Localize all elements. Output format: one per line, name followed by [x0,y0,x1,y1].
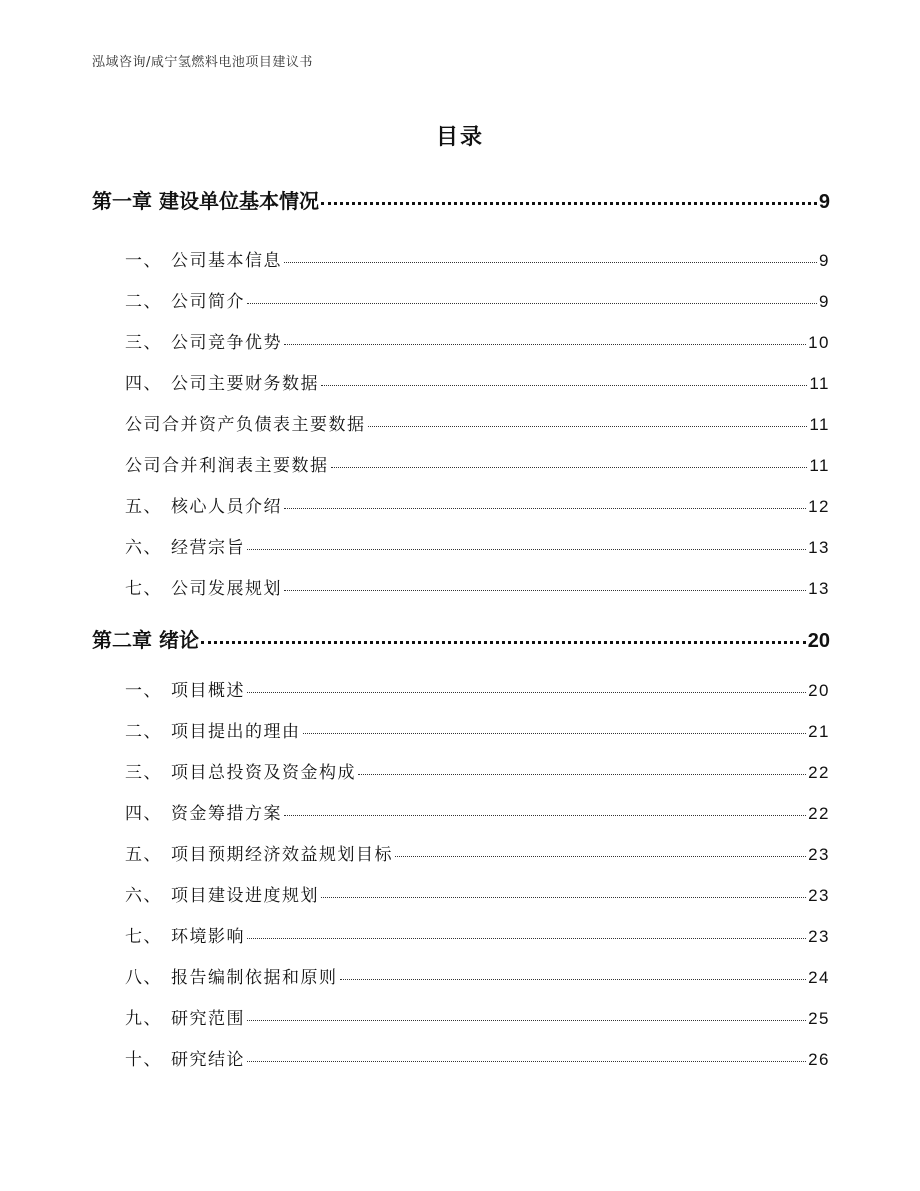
toc-entry-number: 五、 [125,497,162,517]
toc-entry[interactable] [125,758,830,783]
toc-page-number: 22 [808,804,830,823]
toc-chapter-2[interactable] [92,624,830,653]
toc-page-number: 20 [807,630,830,652]
toc-chapter-label: 第一章 建设单位基本情况 [92,189,319,213]
toc-entry-number: 三、 [125,763,162,783]
toc-page-number: 13 [808,579,830,598]
dot-leader [321,188,817,208]
toc-entry[interactable] [125,1004,830,1029]
toc-entry-text: 核心人员介绍 [171,497,282,517]
toc-entry-text: 项目建设进度规划 [171,886,319,906]
toc-page-number: 24 [808,968,830,987]
toc-entry-text: 环境影响 [171,927,245,947]
dot-leader [247,536,806,553]
toc-entry[interactable] [125,1045,830,1070]
dot-leader [247,925,806,942]
toc-page-number: 13 [808,538,830,557]
toc-entry-text: 项目概述 [171,681,245,701]
toc-entry[interactable] [125,963,830,988]
toc-entry[interactable] [125,533,830,558]
toc-entry-number: 七、 [125,579,162,599]
toc-entry-number: 四、 [125,374,162,394]
toc-entry-text: 公司合并利润表主要数据 [125,456,329,476]
toc-entry-text: 公司简介 [171,292,245,312]
toc-page-number: 12 [808,497,830,516]
toc-entry[interactable] [125,676,830,701]
toc-entry[interactable] [125,410,830,435]
toc-page-number: 11 [809,374,830,393]
toc-entry[interactable] [125,717,830,742]
toc-entry[interactable] [125,922,830,947]
toc-entry-number: 九、 [125,1009,162,1029]
toc-page-number: 26 [808,1050,830,1069]
toc-page-number: 21 [808,722,830,741]
toc-entry-number: 四、 [125,804,162,824]
toc-page-number: 23 [808,845,830,864]
toc-entry[interactable] [125,246,830,271]
dot-leader [247,679,806,696]
toc-entry[interactable] [125,881,830,906]
dot-leader [321,884,806,901]
toc-chapter-label: 第二章 绪论 [92,628,199,652]
toc-page-number: 23 [808,927,830,946]
toc-entry-text: 报告编制依据和原则 [171,968,338,988]
toc-entry-text: 公司合并资产负债表主要数据 [125,415,366,435]
toc-entry-number: 五、 [125,845,162,865]
dot-leader [368,413,808,430]
toc-entry[interactable] [125,328,830,353]
toc-entry-number: 六、 [125,538,162,558]
toc-entry-text: 项目提出的理由 [171,722,301,742]
toc-entry[interactable] [125,287,830,312]
toc-entry[interactable] [125,574,830,599]
dot-leader [284,802,806,819]
toc-page-number: 25 [808,1009,830,1028]
toc-entry-number: 六、 [125,886,162,906]
dot-leader [331,454,808,471]
toc-entry-text: 经营宗旨 [171,538,245,558]
toc-page-number: 9 [818,191,830,213]
dot-leader [303,720,807,737]
dot-leader [284,331,806,348]
toc-page-number: 20 [808,681,830,700]
toc-entry-text: 研究范围 [171,1009,245,1029]
toc-entry-text: 研究结论 [171,1050,245,1070]
dot-leader [395,843,806,860]
toc-page-number: 9 [819,251,830,270]
toc-entry-number: 七、 [125,927,162,947]
toc-page-number: 10 [808,333,830,352]
toc-entry-text: 公司竞争优势 [171,333,282,353]
running-header: 泓域咨询/咸宁氢燃料电池项目建议书 [92,55,313,70]
toc-entry[interactable] [125,799,830,824]
dot-leader [247,1048,806,1065]
dot-leader [201,627,806,647]
toc-entry-number: 一、 [125,681,162,701]
toc-page-number: 23 [808,886,830,905]
dot-leader [340,966,807,983]
toc-entry-text: 公司主要财务数据 [171,374,319,394]
toc-page-number: 11 [809,456,830,475]
toc-entry[interactable] [125,840,830,865]
dot-leader [321,372,807,389]
dot-leader [358,761,806,778]
toc-entry-number: 二、 [125,722,162,742]
toc-page-number: 11 [809,415,830,434]
toc-entry[interactable] [125,492,830,517]
dot-leader [284,249,817,266]
toc-entry-number: 三、 [125,333,162,353]
dot-leader [247,290,817,307]
dot-leader [284,495,806,512]
dot-leader [284,577,806,594]
toc-entry-number: 十、 [125,1050,162,1070]
toc-entry-text: 公司基本信息 [171,251,282,271]
toc-entry-text: 项目总投资及资金构成 [171,763,356,783]
toc-entry-text: 资金筹措方案 [171,804,282,824]
toc-entry-number: 八、 [125,968,162,988]
toc-entry-text: 项目预期经济效益规划目标 [171,845,393,865]
toc-title: 目录 [435,125,484,150]
toc-entry-text: 公司发展规划 [171,579,282,599]
toc-entry-number: 一、 [125,251,162,271]
toc-entry[interactable] [125,451,830,476]
toc-page-number: 22 [808,763,830,782]
toc-entry[interactable] [125,369,830,394]
toc-page-number: 9 [819,292,830,311]
dot-leader [247,1007,806,1024]
toc-chapter-1[interactable] [92,185,830,214]
toc-entry-number: 二、 [125,292,162,312]
